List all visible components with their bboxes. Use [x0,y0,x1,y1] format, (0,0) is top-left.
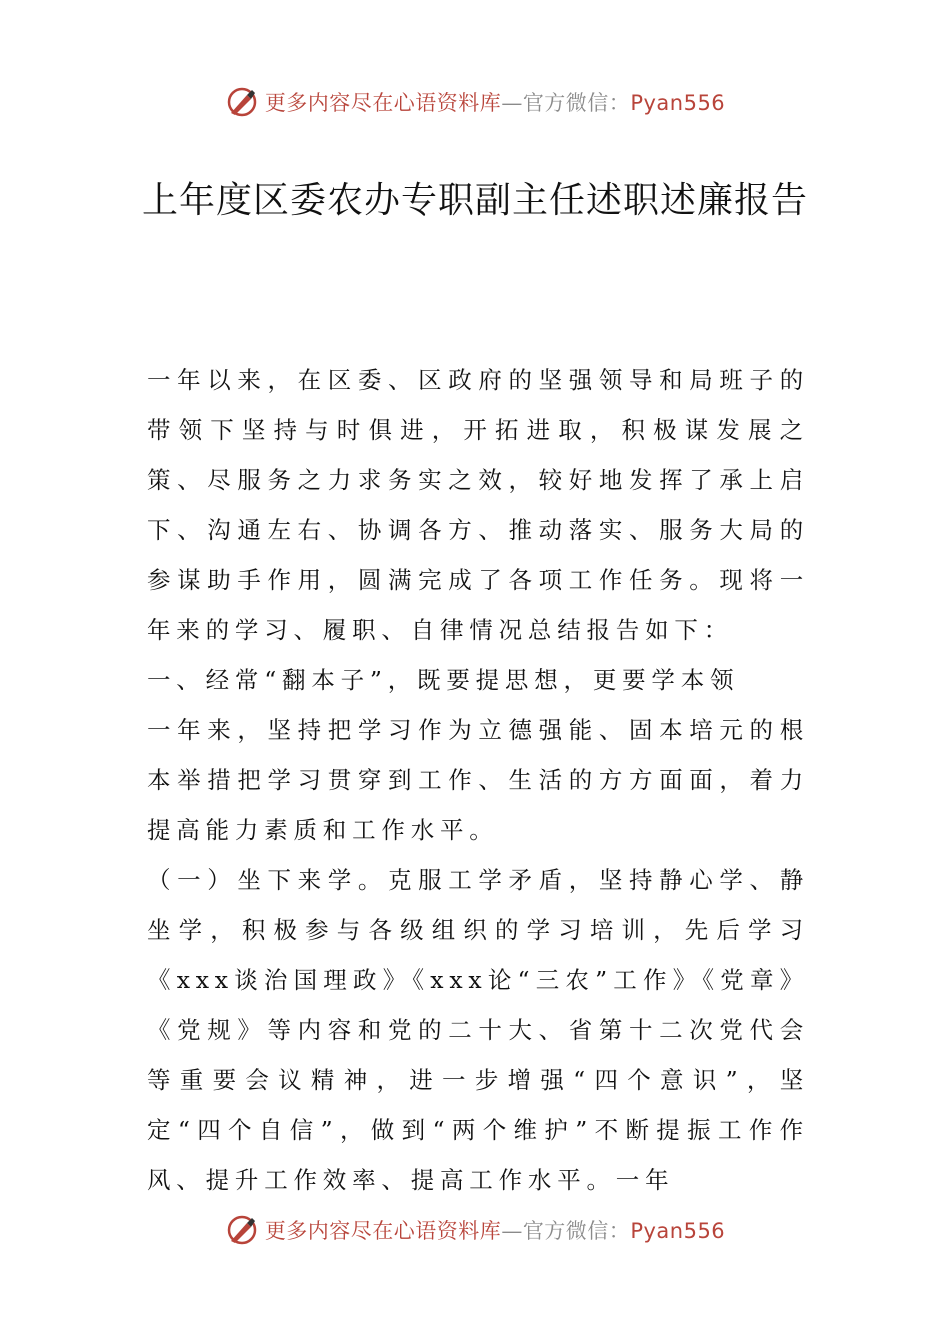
header-banner [0,82,950,122]
banner-text [265,87,725,117]
document-body [147,355,809,1194]
paragraph-section-1: 一年来，坚持把学习作为立德强能、固本培元的根本举措把学习贯穿到工作、生活的方方面面，着力提高能力素质和工作水平。 [147,716,809,844]
pen-nib-logo-icon [225,85,259,119]
banner-site-text: 更多内容尽在心语资料库 [264,91,502,115]
pen-nib-logo-icon [225,1213,259,1247]
footer-banner [0,1210,950,1250]
banner-site-text: 更多内容尽在心语资料库 [264,1219,502,1243]
paragraph-intro: 一年以来，在区委、区政府的坚强领导和局班子的带领下坚持与时俱进，开拓进取，积极谋发展之策、尽服务之力求务实之效，较好地发挥了承上启下、沟通左右、协调各方、推动落实、服务大局的参谋助手作用，圆满完成了各项工作任务。现将一年来的学习、履职、自律情况总结报告如下： [147,366,809,644]
banner-separator: — [501,91,523,115]
section-heading-1: 一、经常“翻本子”，既要提思想，更要学本领 [147,666,740,694]
document-title: 上年度区委农办专职副主任述职述廉报告 [141,180,808,221]
banner-wechat-id: Pyan556 [630,1219,726,1243]
banner-wechat-id: Pyan556 [630,91,726,115]
banner-wechat-label: 官方微信： [522,1219,631,1243]
banner-text [265,1215,725,1245]
banner-separator: — [501,1219,523,1243]
paragraph-subsection-1: （一）坐下来学。克服工学矛盾，坚持静心学、静坐学，积极参与各级组织的学习培训，先后学习《xxx谈治国理政》《xxx论“三农”工作》《党章》《党规》等内容和党的二十大、省第十二次党代会等重要会议精神，进一步增强“四个意识”，坚定“四个自信”，做到“两个维护”不断提振工作作风、提升工作效率、提高工作水平。一年 [147,866,809,1194]
banner-wechat-label: 官方微信： [522,91,631,115]
